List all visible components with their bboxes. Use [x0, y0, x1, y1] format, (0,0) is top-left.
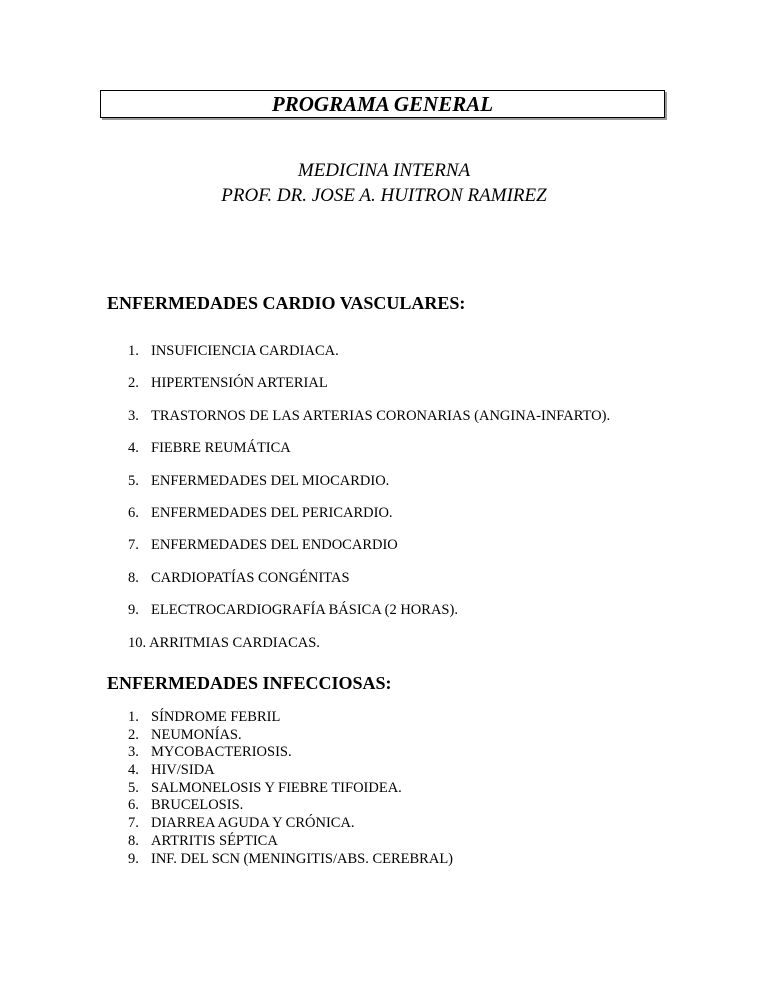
list-item — [128, 797, 453, 815]
item-text: INF. DEL SCN (MENINGITIS/ABS. CEREBRAL) — [151, 850, 454, 867]
list-item — [128, 408, 610, 440]
item-text: ELECTROCARDIOGRAFÍA BÁSICA (2 HORAS). — [151, 602, 458, 619]
item-number: 5. — [128, 779, 139, 796]
list-item — [128, 473, 610, 505]
item-text: FIEBRE REUMÁTICA — [151, 440, 291, 457]
list-item — [128, 762, 453, 780]
course-name: MEDICINA INTERNA — [297, 160, 471, 181]
item-number: 1. — [128, 343, 139, 359]
infectious-list — [128, 709, 453, 868]
list-item — [128, 780, 453, 798]
item-text: ARTRITIS SÉPTICA — [151, 832, 278, 849]
item-number: 7. — [128, 815, 139, 832]
item-text: ARRITMIAS CARDIACAS. — [149, 634, 320, 651]
item-text: TRASTORNOS DE LAS ARTERIAS CORONARIAS (ANGINA-INFARTO). — [151, 407, 611, 424]
list-item — [128, 570, 610, 602]
list-item — [128, 833, 453, 851]
item-number: 8. — [128, 569, 139, 586]
item-text: SALMONELOSIS Y FIEBRE TIFOIDEA. — [151, 779, 402, 796]
section-heading-infectious: ENFERMEDADES INFECCIOSAS: — [107, 673, 392, 693]
list-item — [128, 815, 453, 833]
list-item — [128, 375, 610, 407]
item-text: NEUMONÍAS. — [151, 726, 242, 743]
section-heading-cardiovascular: ENFERMEDADES CARDIO VASCULARES: — [107, 293, 466, 313]
item-number: 4. — [128, 440, 139, 457]
title-box — [100, 90, 665, 118]
item-text: DIARREA AGUDA Y CRÓNICA. — [151, 815, 355, 832]
list-item — [128, 440, 610, 472]
item-text: ENFERMEDADES DEL PERICARDIO. — [151, 504, 393, 521]
list-item — [128, 343, 610, 375]
list-item — [128, 505, 610, 537]
list-item — [128, 744, 453, 762]
item-text: SÍNDROME FEBRIL — [151, 709, 281, 725]
list-item — [128, 635, 610, 667]
professor-name: PROF. DR. JOSE A. HUITRON RAMIREZ — [221, 185, 547, 206]
item-text: INSUFICIENCIA CARDIACA. — [151, 343, 339, 359]
item-number: 9. — [128, 602, 139, 619]
item-text: HIPERTENSIÓN ARTERIAL — [151, 375, 328, 392]
list-item — [128, 727, 453, 745]
item-number: 2. — [128, 726, 139, 743]
item-number: 6. — [128, 797, 139, 814]
item-number: 1. — [128, 709, 139, 725]
item-number: 6. — [128, 504, 139, 521]
list-item — [128, 709, 453, 727]
item-number: 10. — [128, 634, 147, 651]
item-text: BRUCELOSIS. — [151, 797, 244, 814]
item-number: 7. — [128, 537, 139, 554]
list-item — [128, 537, 610, 569]
list-item — [128, 851, 453, 869]
cardiovascular-list — [128, 343, 610, 667]
item-text: ENFERMEDADES DEL ENDOCARDIO — [151, 537, 398, 554]
item-text: ENFERMEDADES DEL MIOCARDIO. — [151, 472, 390, 489]
page-title: PROGRAMA GENERAL — [271, 91, 494, 116]
item-number: 2. — [128, 375, 139, 392]
item-text: CARDIOPATÍAS CONGÉNITAS — [151, 569, 350, 586]
list-item — [128, 602, 610, 634]
item-text: MYCOBACTERIOSIS. — [151, 744, 292, 761]
item-number: 4. — [128, 762, 139, 779]
item-number: 3. — [128, 744, 139, 761]
item-number: 5. — [128, 472, 139, 489]
item-text: HIV/SIDA — [151, 762, 215, 779]
item-number: 9. — [128, 850, 139, 867]
item-number: 8. — [128, 832, 139, 849]
item-number: 3. — [128, 407, 139, 424]
